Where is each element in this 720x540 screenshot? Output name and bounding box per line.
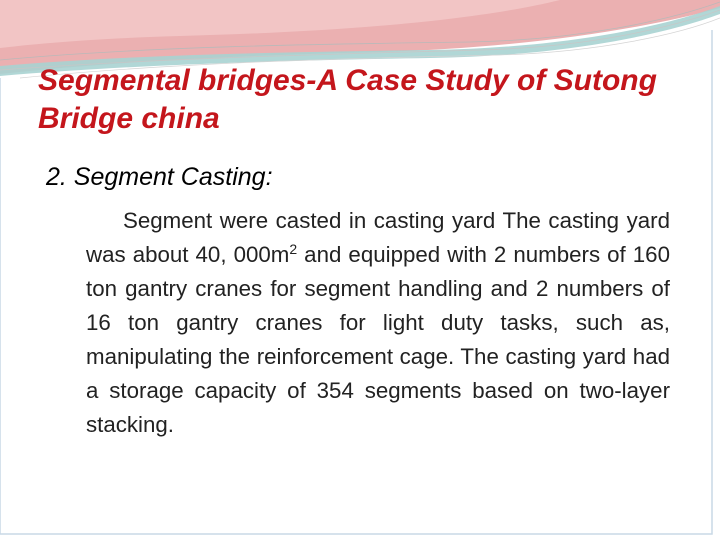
body-text-part2: and equipped with 2 numbers of 160 ton gantry cranes for segment handling and 2 numbers of 16 ton gantry cranes for light duty tasks, such as, manipulating the reinforcement cage. The casting yard had a storage capacity of 354 segments based on two-layer stacking.	[86, 242, 670, 437]
body-text-part1: Segment were casted in casting yard The casting yard was about 40, 000m	[86, 208, 670, 267]
slide-title: Segmental bridges-A Case Study of Sutong Bridge china	[38, 64, 657, 135]
section-heading: 2. Segment Casting:	[46, 163, 273, 191]
area-unit-superscript: 2	[289, 241, 298, 257]
body-paragraph	[86, 204, 670, 442]
